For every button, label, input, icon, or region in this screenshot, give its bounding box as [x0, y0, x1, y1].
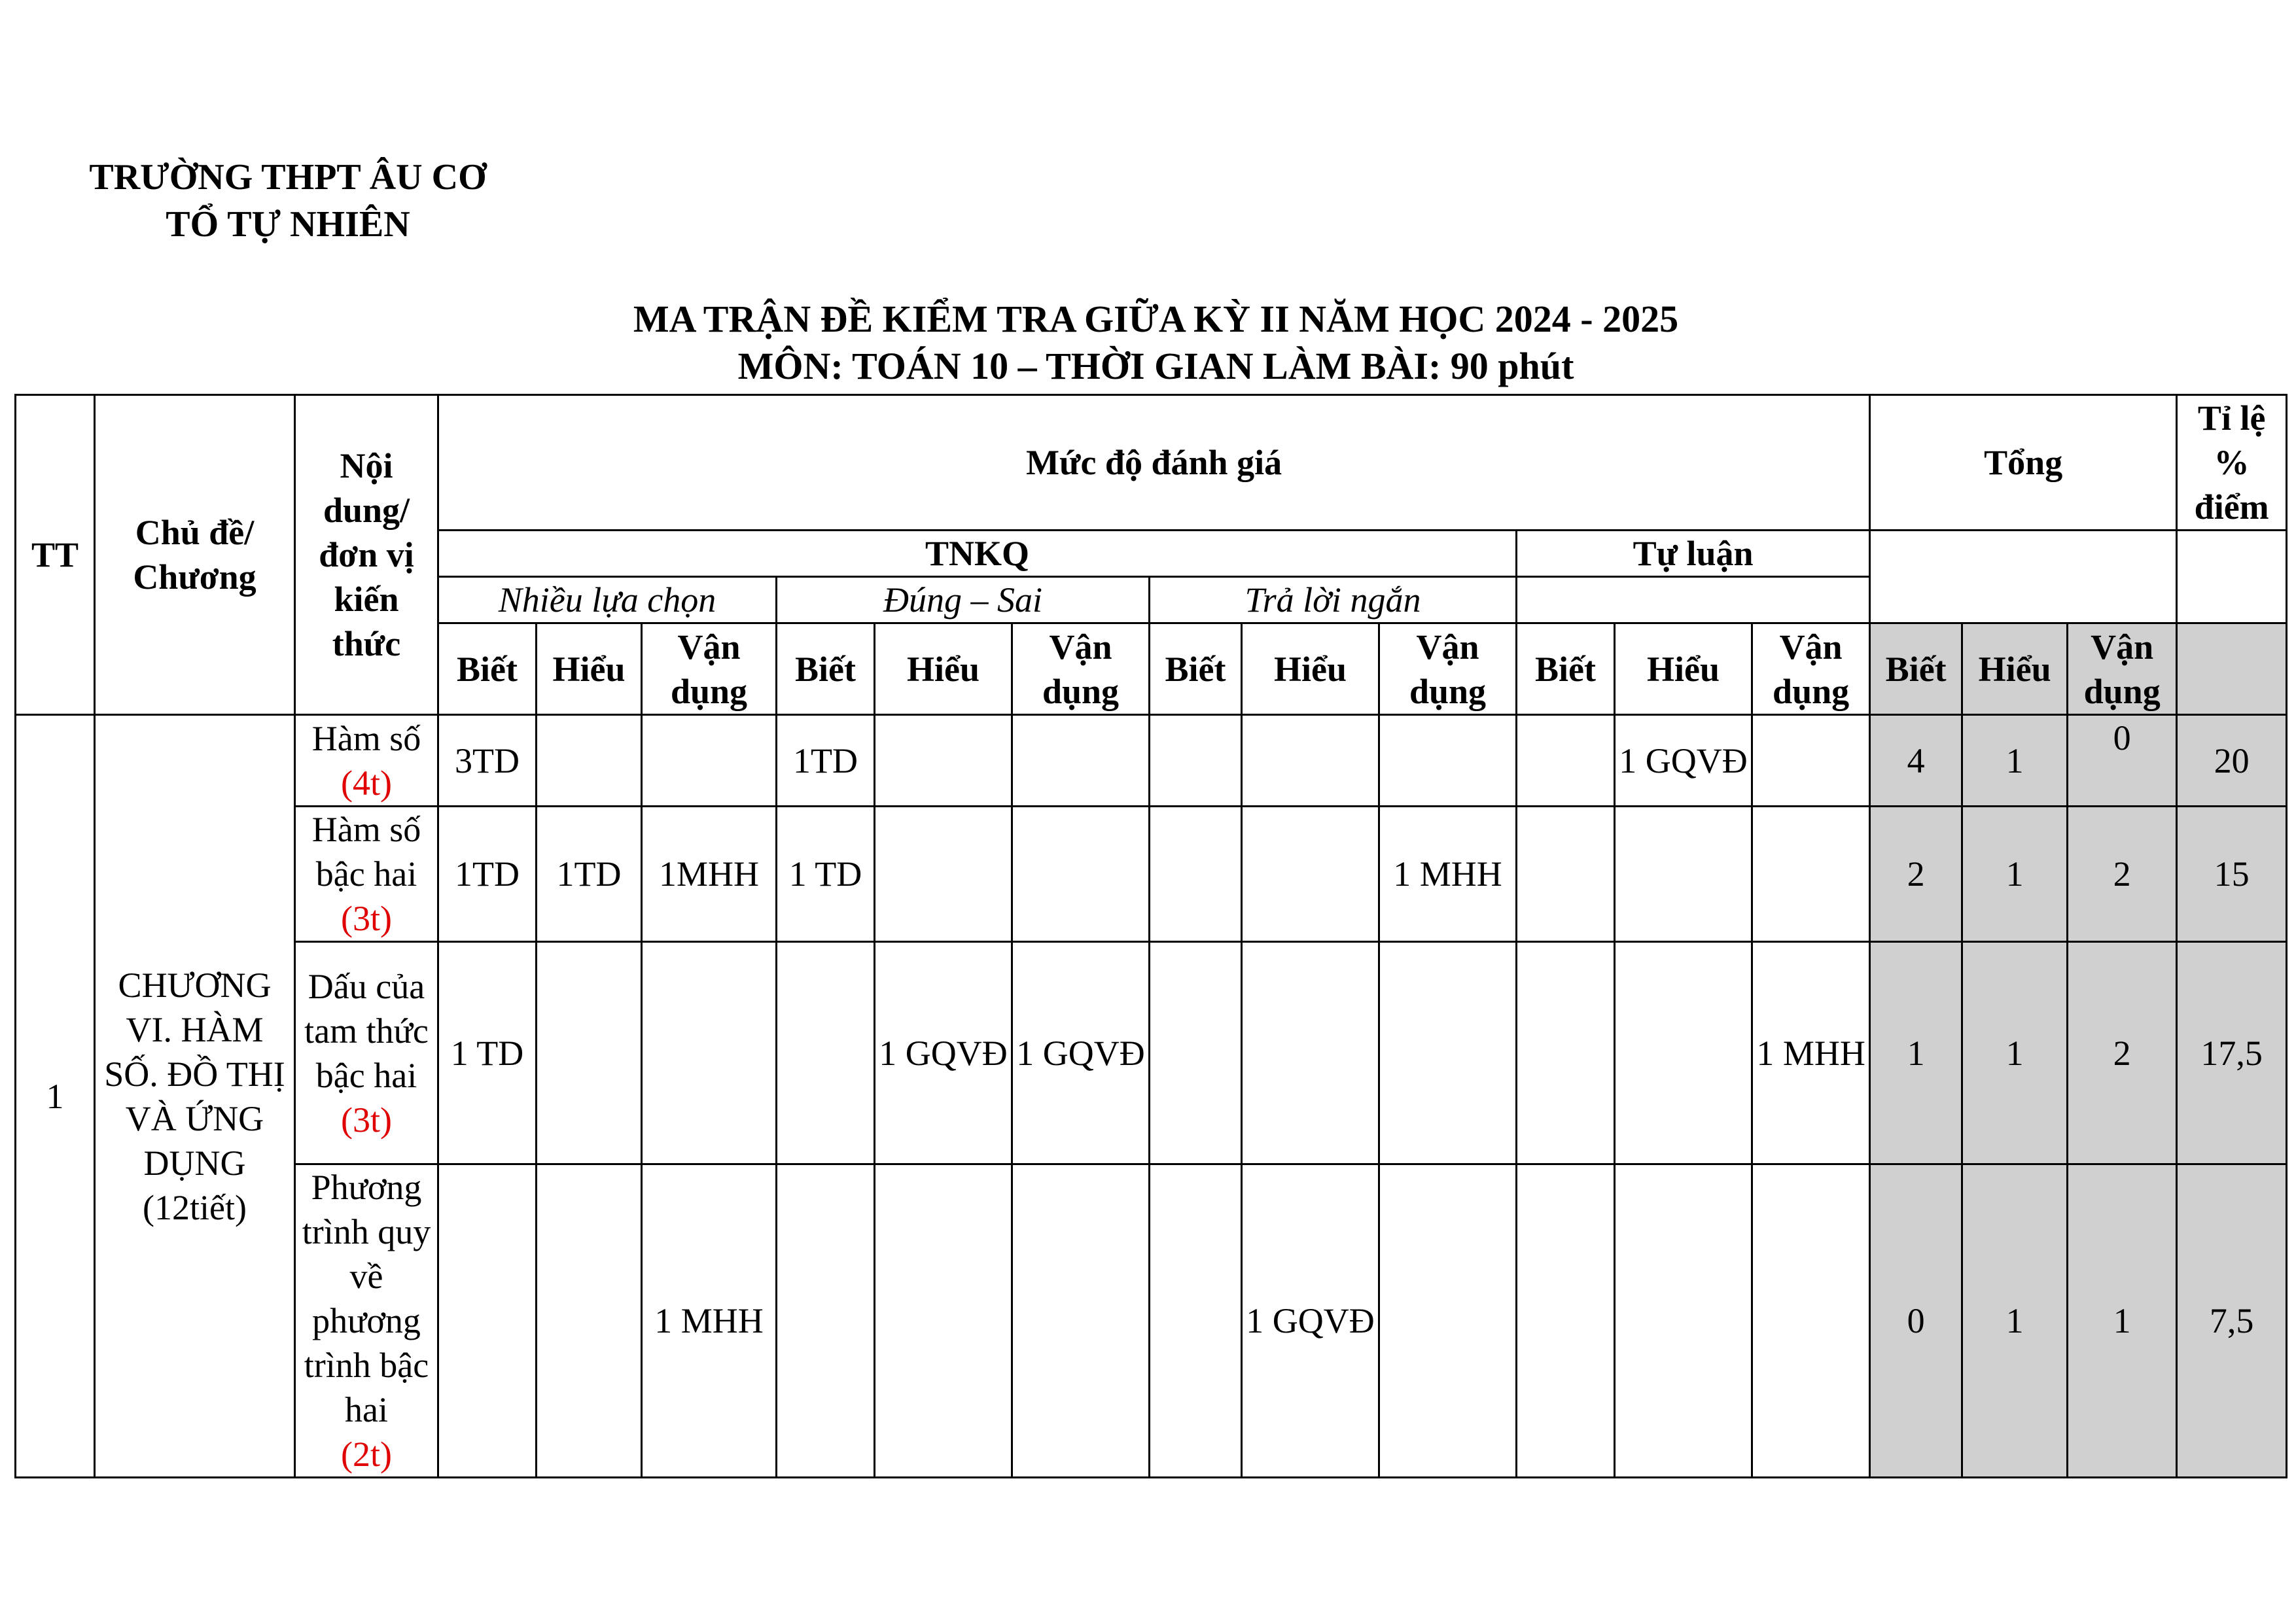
header-total-apply: Vận dụng: [2068, 623, 2177, 715]
matrix-cell: [1517, 715, 1615, 807]
total-understand: 1: [1962, 715, 2068, 807]
chapter-number: 1: [16, 715, 95, 1478]
matrix-cell: 1TD: [537, 807, 642, 942]
matrix-cell: [1150, 715, 1242, 807]
matrix-cell: [642, 715, 777, 807]
matrix-cell: 3TD: [438, 715, 537, 807]
matrix-cell: [1379, 1164, 1517, 1478]
header-essay-understand: Hiểu: [1615, 623, 1752, 715]
ratio-value: 20: [2177, 715, 2287, 807]
matrix-cell: 1 TD: [777, 807, 875, 942]
matrix-cell: [1752, 807, 1870, 942]
total-apply: 2: [2068, 807, 2177, 942]
matrix-cell: 1 GQVĐ: [1242, 1164, 1379, 1478]
header-tnkq: TNKQ: [438, 531, 1517, 577]
header-short-know: Biết: [1150, 623, 1242, 715]
ratio-value: 15: [2177, 807, 2287, 942]
matrix-cell: 1TD: [777, 715, 875, 807]
header-short-understand: Hiểu: [1242, 623, 1379, 715]
total-understand: 1: [1962, 942, 2068, 1164]
header-level: Mức độ đánh giá: [438, 395, 1870, 531]
lesson-cell: [295, 715, 438, 807]
matrix-cell: [875, 807, 1012, 942]
matrix-cell: [1012, 1164, 1150, 1478]
matrix-cell: [777, 942, 875, 1164]
lesson-topic: Hàm số bậc hai: [311, 810, 421, 894]
header-short-answer: Trả lời ngắn: [1150, 577, 1517, 623]
matrix-cell: [1615, 1164, 1752, 1478]
matrix-cell: 1 TD: [438, 942, 537, 1164]
document-title: MA TRẬN ĐỀ KIỂM TRA GIỮA KỲ II NĂM HỌC 2024 - 2025: [633, 298, 1679, 340]
total-understand: 1: [1962, 807, 2068, 942]
department-name: TỔ TỰ NHIÊN: [166, 204, 410, 245]
table-row: [16, 1164, 2287, 1478]
table-row: [16, 715, 2287, 807]
header-tt: TT: [16, 395, 95, 715]
ratio-value: 7,5: [2177, 1164, 2287, 1478]
lesson-topic: Hàm số: [311, 718, 421, 758]
matrix-cell: 1MHH: [642, 807, 777, 942]
matrix-cell: [1012, 807, 1150, 942]
lesson-topic: Dấu của tam thức bậc hai: [304, 966, 429, 1095]
total-understand: 1: [1962, 1164, 2068, 1478]
table-row: [16, 807, 2287, 942]
header-total: Tổng: [1870, 395, 2177, 531]
matrix-cell: [1150, 942, 1242, 1164]
lesson-periods: (3t): [341, 1100, 392, 1140]
matrix-cell: 1 GQVĐ: [1615, 715, 1752, 807]
matrix-cell: [1517, 942, 1615, 1164]
matrix-cell: 1 GQVĐ: [1012, 942, 1150, 1164]
matrix-cell: [642, 942, 777, 1164]
matrix-cell: 1 MHH: [1752, 942, 1870, 1164]
total-know: 0: [1870, 1164, 1962, 1478]
header-tf-apply: Vận dụng: [1012, 623, 1150, 715]
header-total-understand: Hiểu: [1962, 623, 2068, 715]
matrix-cell: 1 MHH: [642, 1164, 777, 1478]
total-know: 1: [1870, 942, 1962, 1164]
header-ratio-gray: [2177, 623, 2287, 715]
matrix-cell: [1517, 1164, 1615, 1478]
matrix-cell: [1379, 942, 1517, 1164]
matrix-cell: [1615, 807, 1752, 942]
header-true-false: Đúng – Sai: [777, 577, 1150, 623]
matrix-cell: [875, 715, 1012, 807]
matrix-cell: [875, 1164, 1012, 1478]
header-mcq-understand: Hiểu: [537, 623, 642, 715]
header-ratio-blank: [2177, 531, 2287, 623]
matrix-cell: [1752, 1164, 1870, 1478]
school-header: [72, 154, 504, 248]
chapter-name: CHƯƠNG VI. HÀM SỐ. ĐỒ THỊ VÀ ỨNG DỤNG (12tiết): [95, 715, 295, 1478]
total-know: 2: [1870, 807, 1962, 942]
matrix-cell: [1242, 807, 1379, 942]
matrix-cell: 1 MHH: [1379, 807, 1517, 942]
header-row-1: [16, 395, 2287, 531]
header-mcq: Nhiều lựa chọn: [438, 577, 777, 623]
lesson-cell: [295, 807, 438, 942]
matrix-cell: [537, 942, 642, 1164]
header-essay-know: Biết: [1517, 623, 1615, 715]
total-apply: 0: [2068, 715, 2177, 807]
matrix-cell: [537, 1164, 642, 1478]
matrix-cell: [1517, 807, 1615, 942]
assessment-matrix-table: [14, 394, 2287, 1478]
header-short-apply: Vận dụng: [1379, 623, 1517, 715]
matrix-cell: [438, 1164, 537, 1478]
total-know: 4: [1870, 715, 1962, 807]
table-row: [16, 942, 2287, 1164]
header-total-know: Biết: [1870, 623, 1962, 715]
lesson-topic: Phương trình quy về phương trình bậc hai: [302, 1168, 431, 1429]
matrix-cell: [1012, 715, 1150, 807]
matrix-cell: [1752, 715, 1870, 807]
matrix-cell: 1TD: [438, 807, 537, 942]
ratio-value: 17,5: [2177, 942, 2287, 1164]
header-essay-blank: [1517, 577, 1870, 623]
matrix-cell: [1379, 715, 1517, 807]
lesson-periods: (3t): [341, 899, 392, 938]
matrix-cell: 1 GQVĐ: [875, 942, 1012, 1164]
school-name: TRƯỜNG THPT ÂU CƠ: [89, 157, 487, 198]
matrix-cell: [777, 1164, 875, 1478]
header-chapter: Chủ đề/ Chương: [95, 395, 295, 715]
total-apply: 1: [2068, 1164, 2177, 1478]
lesson-cell: [295, 1164, 438, 1478]
matrix-cell: [1615, 942, 1752, 1164]
matrix-cell: [1242, 942, 1379, 1164]
header-total-blank: [1870, 531, 2177, 623]
header-essay-apply: Vận dụng: [1752, 623, 1870, 715]
header-mcq-apply: Vận dụng: [642, 623, 777, 715]
matrix-cell: [1242, 715, 1379, 807]
header-content: Nội dung/ đơn vị kiến thức: [295, 395, 438, 715]
header-mcq-know: Biết: [438, 623, 537, 715]
header-ratio: Tỉ lệ % điểm: [2177, 395, 2287, 531]
lesson-periods: (4t): [341, 763, 392, 803]
header-essay: Tự luận: [1517, 531, 1870, 577]
total-apply: 2: [2068, 942, 2177, 1164]
matrix-cell: [1150, 807, 1242, 942]
lesson-cell: [295, 942, 438, 1164]
matrix-cell: [1150, 1164, 1242, 1478]
document-subtitle: MÔN: TOÁN 10 – THỜI GIAN LÀM BÀI: 90 phút: [737, 345, 1574, 387]
lesson-periods: (2t): [341, 1435, 392, 1474]
matrix-cell: [537, 715, 642, 807]
header-tf-understand: Hiểu: [875, 623, 1012, 715]
header-tf-know: Biết: [777, 623, 875, 715]
